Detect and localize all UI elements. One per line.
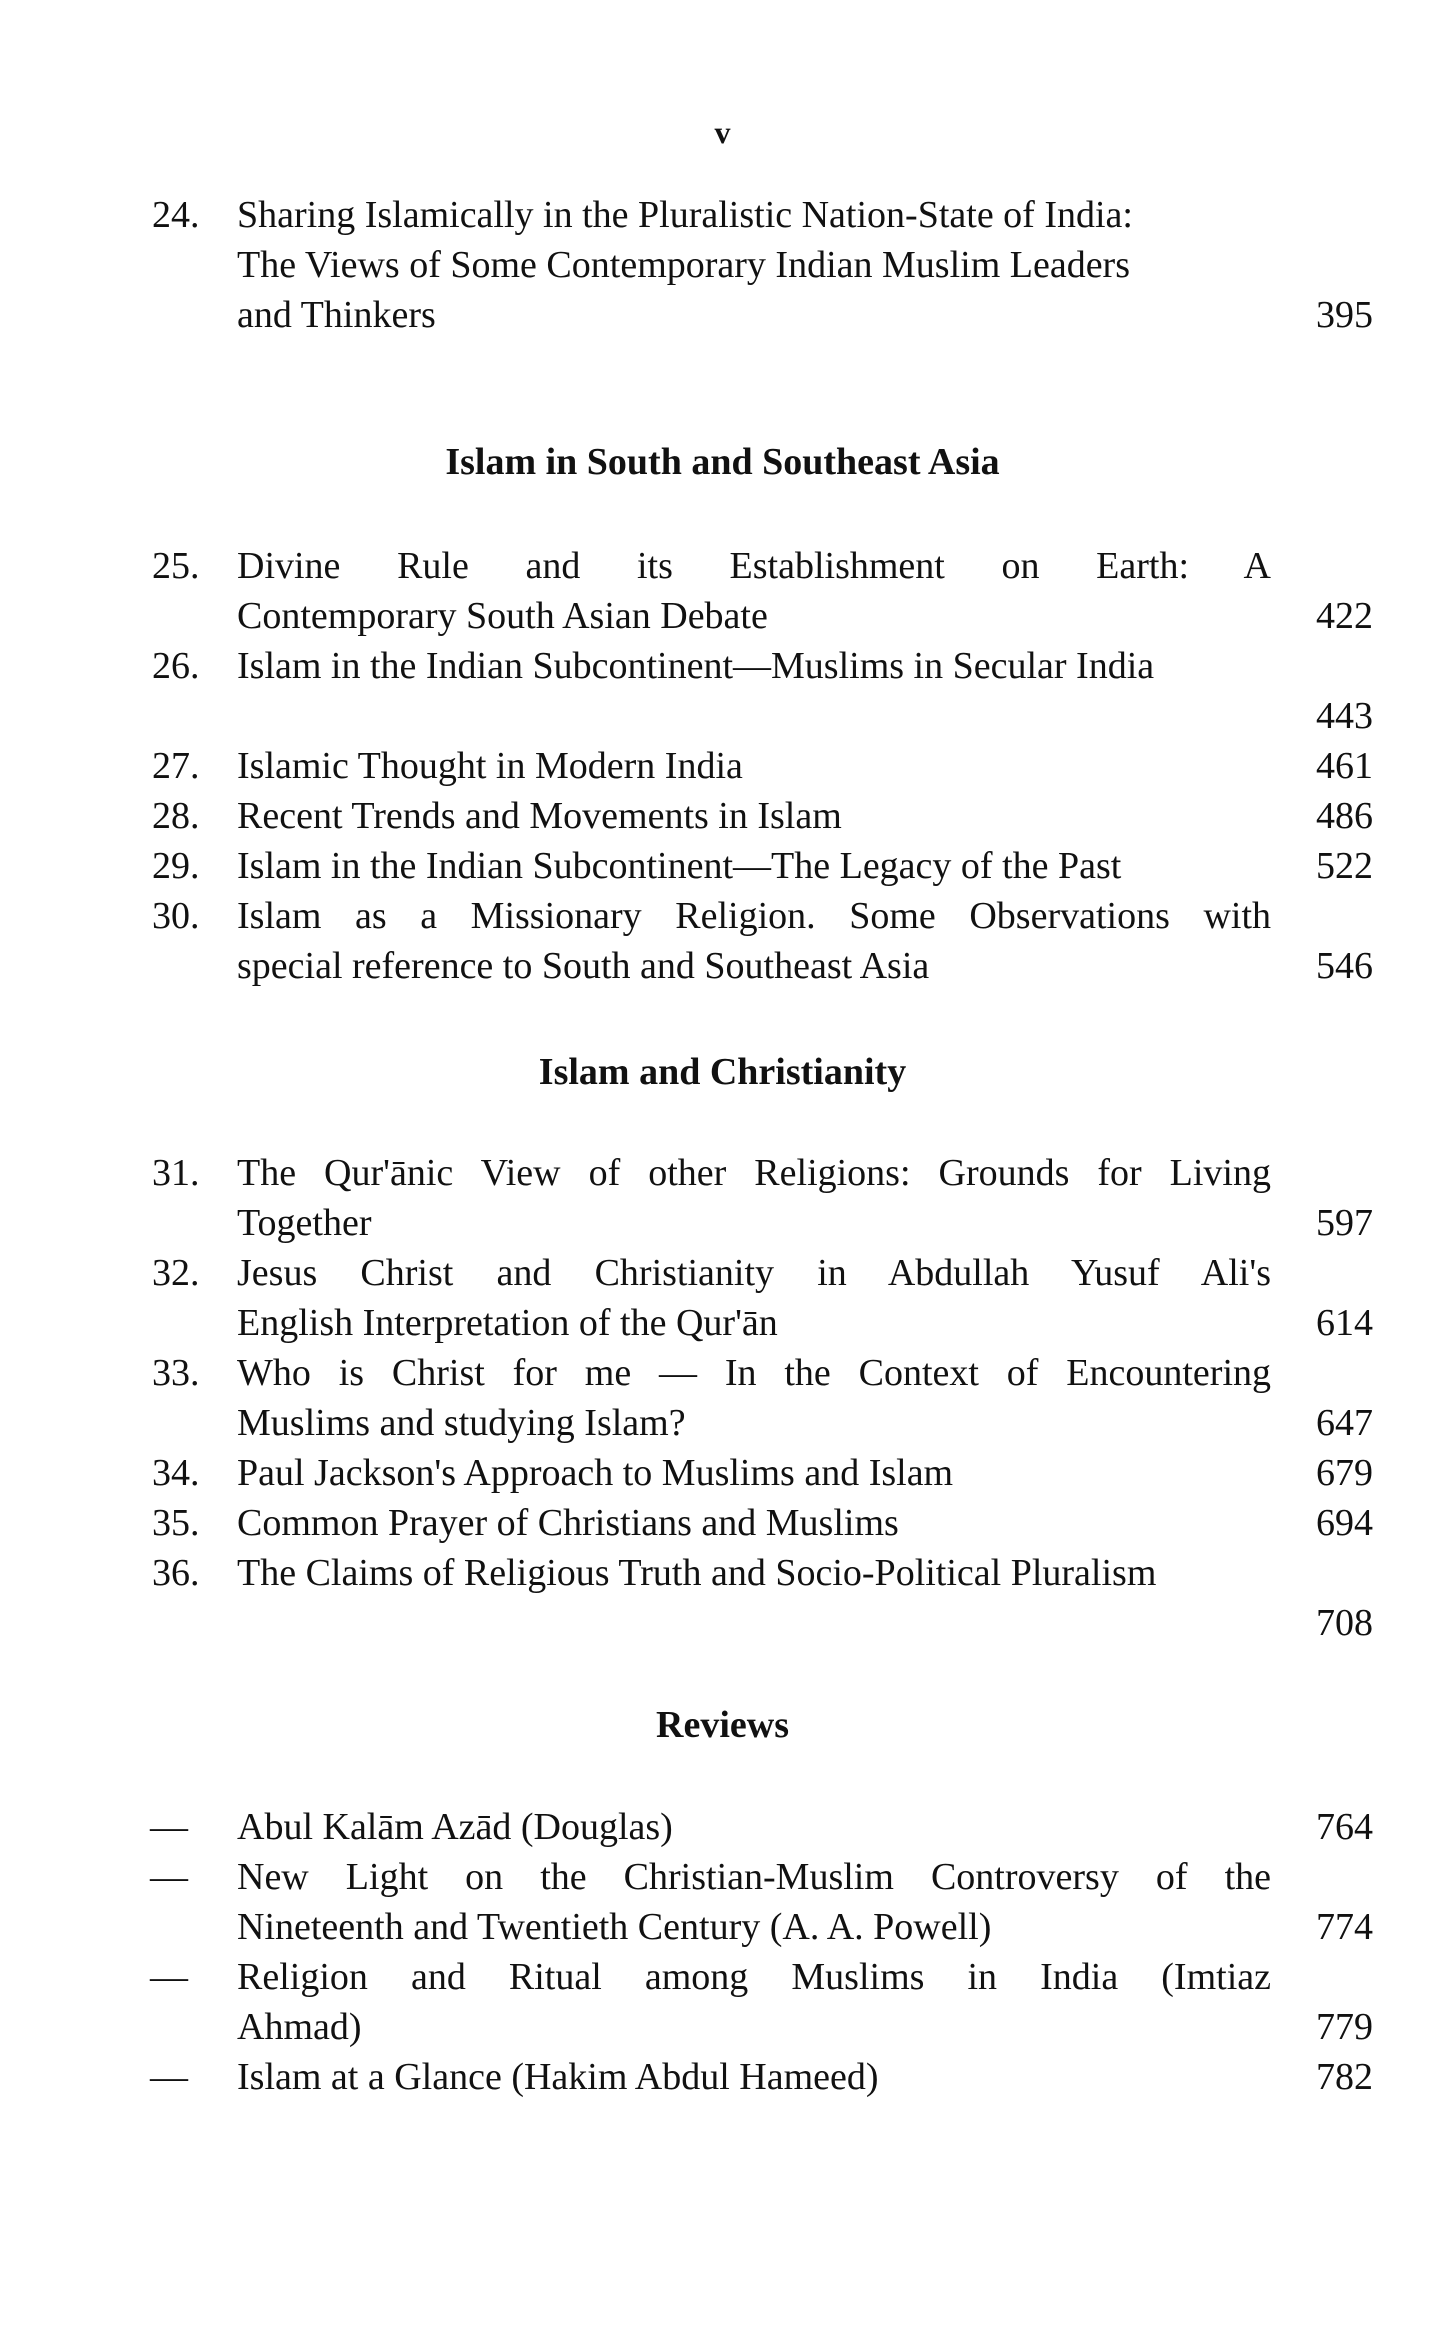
review-title-line: Nineteenth and Twentieth Century (A. A. Powell) — [237, 1906, 992, 1948]
entry-title-line: Islam in the Indian Subcontinent—The Legacy of the Past — [237, 845, 1122, 887]
entry-number: 30. — [152, 895, 200, 937]
page-number: v — [714, 114, 731, 150]
entry-number: 29. — [152, 845, 200, 887]
entry-page: 422 — [1316, 595, 1373, 637]
entry-page: 486 — [1316, 795, 1373, 837]
review-page: 774 — [1316, 1906, 1373, 1948]
entry-number: 28. — [152, 795, 200, 837]
review-page: 764 — [1316, 1806, 1373, 1848]
entry-title-line: Islam as a Missionary Religion. Some Observations with — [237, 895, 1271, 937]
review-title-line: Islam at a Glance (Hakim Abdul Hameed) — [237, 2056, 879, 2098]
entry-title-line: Recent Trends and Movements in Islam — [237, 795, 842, 837]
entry-page: 694 — [1316, 1502, 1373, 1544]
entry-page: 395 — [1316, 294, 1373, 336]
review-title-line: Religion and Ritual among Muslims in India (Imtiaz — [237, 1956, 1271, 1998]
entry-page: 522 — [1316, 845, 1373, 887]
section-heading: Reviews — [656, 1704, 789, 1746]
entry-title-line: The Claims of Religious Truth and Socio-Political Pluralism — [237, 1552, 1157, 1594]
entry-title-line: and Thinkers — [237, 294, 436, 336]
entry-number: 25. — [152, 545, 200, 587]
entry-title-line: Together — [237, 1202, 372, 1244]
section-heading: Islam in South and Southeast Asia — [445, 441, 1000, 483]
entry-page: 597 — [1316, 1202, 1373, 1244]
entry-page: 614 — [1316, 1302, 1373, 1344]
review-dash: — — [150, 1956, 188, 1998]
review-title-line: Abul Kalām Azād (Douglas) — [237, 1806, 673, 1848]
entry-title-line: English Interpretation of the Qur'ān — [237, 1302, 778, 1344]
entry-title-line: Islamic Thought in Modern India — [237, 745, 743, 787]
entry-number: 27. — [152, 745, 200, 787]
entry-number: 31. — [152, 1152, 200, 1194]
entry-title-line: Jesus Christ and Christianity in Abdullah Yusuf Ali's — [237, 1252, 1271, 1294]
entry-number: 35. — [152, 1502, 200, 1544]
entry-number: 32. — [152, 1252, 200, 1294]
entry-title-line: Sharing Islamically in the Pluralistic Nation-State of India: — [237, 194, 1133, 236]
entry-title-line: Who is Christ for me — In the Context of Encountering — [237, 1352, 1271, 1394]
entry-page: 461 — [1316, 745, 1373, 787]
review-title-line: Ahmad) — [237, 2006, 362, 2048]
entry-number: 33. — [152, 1352, 200, 1394]
entry-title-line: Muslims and studying Islam? — [237, 1402, 686, 1444]
entry-number: 24. — [152, 194, 200, 236]
entry-number: 36. — [152, 1552, 200, 1594]
entry-page: 546 — [1316, 945, 1373, 987]
review-dash: — — [150, 1856, 188, 1898]
entry-title-line: Contemporary South Asian Debate — [237, 595, 768, 637]
entry-number: 26. — [152, 645, 200, 687]
review-dash: — — [150, 2056, 188, 2098]
entry-page: 708 — [1316, 1602, 1373, 1644]
review-title-line: New Light on the Christian-Muslim Controversy of the — [237, 1856, 1271, 1898]
entry-title-line: The Views of Some Contemporary Indian Muslim Leaders — [237, 244, 1130, 286]
review-page: 779 — [1316, 2006, 1373, 2048]
entry-title-line: Common Prayer of Christians and Muslims — [237, 1502, 899, 1544]
entry-title-line: Paul Jackson's Approach to Muslims and Islam — [237, 1452, 954, 1494]
section-heading: Islam and Christianity — [538, 1051, 907, 1093]
entry-title-line: special reference to South and Southeast Asia — [237, 945, 930, 987]
entry-title-line: Islam in the Indian Subcontinent—Muslims in Secular India — [237, 645, 1155, 687]
entry-page: 679 — [1316, 1452, 1373, 1494]
entry-number: 34. — [152, 1452, 200, 1494]
review-dash: — — [150, 1806, 188, 1848]
entry-page: 443 — [1316, 695, 1373, 737]
review-page: 782 — [1316, 2056, 1373, 2098]
entry-page: 647 — [1316, 1402, 1373, 1444]
entry-title-line: Divine Rule and its Establishment on Earth: A — [237, 545, 1271, 587]
entry-title-line: The Qur'ānic View of other Religions: Grounds for Living — [237, 1152, 1271, 1194]
